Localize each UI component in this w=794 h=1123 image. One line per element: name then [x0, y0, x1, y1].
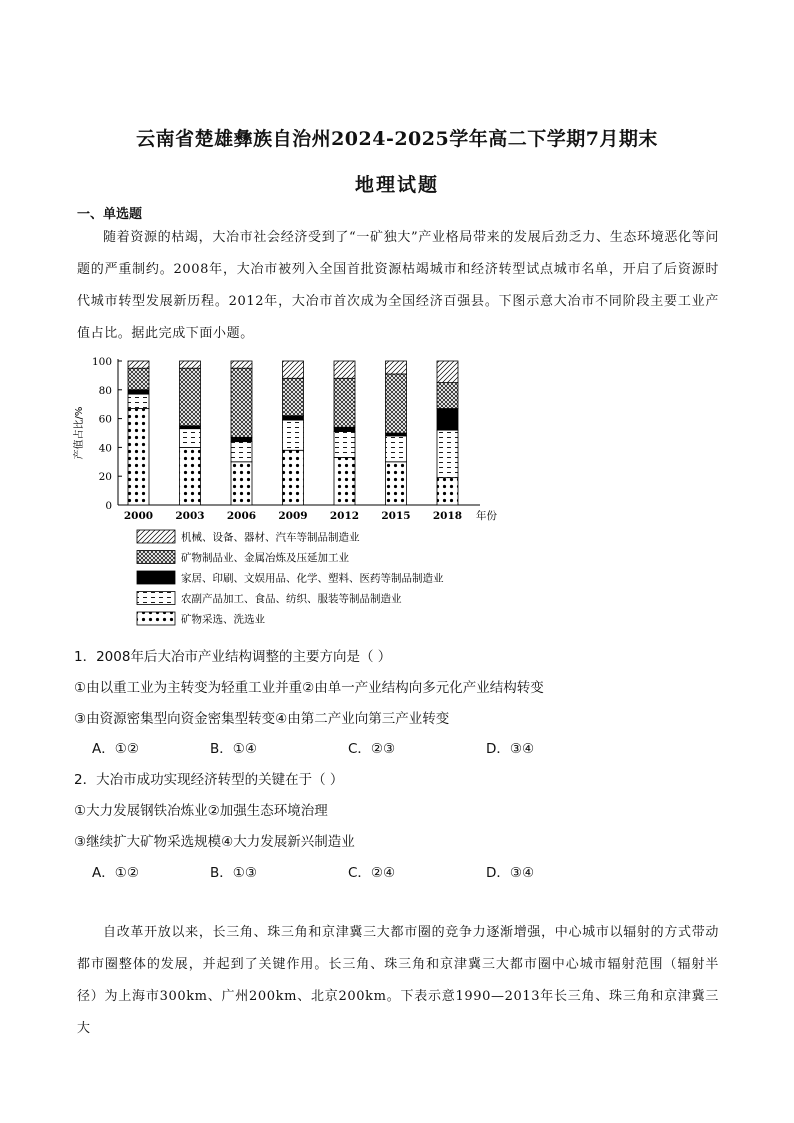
- bar-segment: [231, 462, 252, 505]
- y-tick-label: 60: [98, 413, 112, 426]
- bar-segment: [231, 368, 252, 437]
- legend-swatch: [137, 571, 175, 584]
- bar-segment: [283, 361, 304, 378]
- x-tick-label: 2000: [123, 510, 154, 522]
- bar-segment: [386, 462, 407, 505]
- legend-swatch: [137, 530, 175, 543]
- bar-segment: [283, 378, 304, 415]
- exam-title: 云南省楚雄彝族自治州2024-2025学年高二下学期7月期末: [136, 128, 658, 150]
- question-1-stem: 1．2008年后大冶市产业结构调整的主要方向是（ ）: [74, 649, 392, 665]
- exam-subtitle: 地理试题: [354, 174, 439, 196]
- bar-segment: [128, 394, 149, 408]
- bar-segment: [180, 429, 201, 448]
- bar-segment: [180, 426, 201, 429]
- bar-segment: [386, 436, 407, 462]
- question-1-statement-2: ③由资源密集型向资金密集型转变④由第二产业向第三产业转变: [74, 711, 450, 727]
- y-tick-label: 40: [98, 442, 112, 455]
- q1-option-c[interactable]: C．②③: [348, 741, 396, 757]
- bar-segment: [128, 368, 149, 390]
- bar-segment: [283, 450, 304, 505]
- bar-segment: [128, 409, 149, 505]
- legend-swatch: [137, 612, 175, 625]
- bar-segment: [283, 420, 304, 450]
- bar-segment: [231, 361, 252, 368]
- legend-swatch: [137, 551, 175, 564]
- q2-option-d[interactable]: D．③④: [486, 865, 535, 881]
- y-tick-label: 20: [98, 471, 112, 484]
- x-tick-label: 2003: [175, 510, 205, 522]
- bar-segment: [180, 361, 201, 368]
- bar-segment: [386, 374, 407, 433]
- y-tick-label: 80: [98, 384, 112, 397]
- q2-option-a[interactable]: A．①②: [92, 865, 139, 881]
- y-tick-label: 0: [105, 500, 112, 512]
- legend-label: 矿物采选、洗选业: [181, 613, 265, 626]
- question-2-stem: 2．大冶市成功实现经济转型的关键在于（ ）: [74, 772, 344, 788]
- bar-segment: [180, 447, 201, 505]
- legend-label: 家居、印刷、文娱用品、化学、塑料、医药等制品制造业: [181, 572, 444, 585]
- question-2-statement-2: ③继续扩大矿物采选规模④大力发展新兴制造业: [74, 834, 355, 850]
- stacked-bar-chart: [70, 350, 510, 630]
- bar-segment: [386, 361, 407, 374]
- q1-option-b[interactable]: B．①④: [210, 741, 257, 757]
- bar-segment: [334, 457, 355, 505]
- bar-segment: [231, 442, 252, 462]
- question-2-statement-1: ①大力发展钢铁冶炼业②加强生态环境治理: [74, 803, 328, 819]
- x-axis-title: 年份: [476, 510, 497, 522]
- bar-segment: [437, 430, 458, 478]
- x-tick-label: 2006: [226, 510, 257, 522]
- bar-segment: [437, 409, 458, 431]
- bar-segment: [283, 416, 304, 420]
- bar-segment: [334, 427, 355, 431]
- x-tick-label: 2012: [329, 510, 360, 522]
- bar-segment: [128, 361, 149, 368]
- legend-label: 机械、设备、器材、汽车等制品制造业: [181, 531, 360, 544]
- legend-label: 农副产品加工、食品、纺织、服装等制品制造业: [181, 593, 402, 605]
- passage-second: 自改革开放以来，长三角、珠三角和京津冀三大都市圈的竞争力逐渐增强，中心城市以辐射的方式带动都市圈整体的发展，并起到了关键作用。长三角、珠三角和京津冀三大都市圈中心城市辐射范围（辐射半径）为上海市300km、广州200km、北京200km。下表示意1990—2013年长三角、珠三角和京津冀三大: [77, 925, 719, 1036]
- bar-segment: [180, 368, 201, 426]
- y-tick-label: 100: [91, 356, 112, 368]
- bar-segment: [437, 383, 458, 409]
- chart-bars: [128, 361, 458, 505]
- bar-segment: [231, 437, 252, 441]
- q2-option-b[interactable]: B．①③: [210, 865, 257, 881]
- y-axis-title: 产值占比/%: [74, 406, 85, 460]
- bar-segment: [386, 433, 407, 436]
- question-1-statement-1: ①由以重工业为主转变为轻重工业并重②由单一产业结构向多元化产业结构转变: [74, 680, 544, 696]
- chart-legend: [137, 530, 444, 626]
- x-tick-label: 2015: [381, 510, 411, 522]
- bar-segment: [334, 378, 355, 427]
- bar-segment: [334, 361, 355, 378]
- q2-option-c[interactable]: C．②④: [348, 865, 396, 881]
- passage-intro: 随着资源的枯竭，大冶市社会经济受到了“一矿独大”产业格局带来的发展后劲乏力、生态环境恶化等问题的严重制约。2008年，大冶市被列入全国首批资源枯竭城市和经济转型试点城市名单，开启了后资源时代城市转型发展新历程。2012年，大冶市首次成为全国经济百强县。下图示意大冶市不同阶段主要工业产值占比。据此完成下面小题。: [77, 230, 719, 341]
- bar-segment: [437, 361, 458, 383]
- q1-option-d[interactable]: D．③④: [486, 741, 535, 757]
- legend-swatch: [137, 592, 175, 605]
- bar-segment: [128, 390, 149, 394]
- section-heading: 一、单选题: [77, 207, 143, 222]
- bar-segment: [437, 478, 458, 505]
- x-tick-label: 2009: [278, 510, 308, 522]
- x-tick-label: 2018: [432, 510, 463, 522]
- q1-option-a[interactable]: A．①②: [92, 741, 139, 757]
- bar-segment: [334, 432, 355, 458]
- legend-label: 矿物制品业、金属冶炼及压延加工业: [181, 552, 349, 564]
